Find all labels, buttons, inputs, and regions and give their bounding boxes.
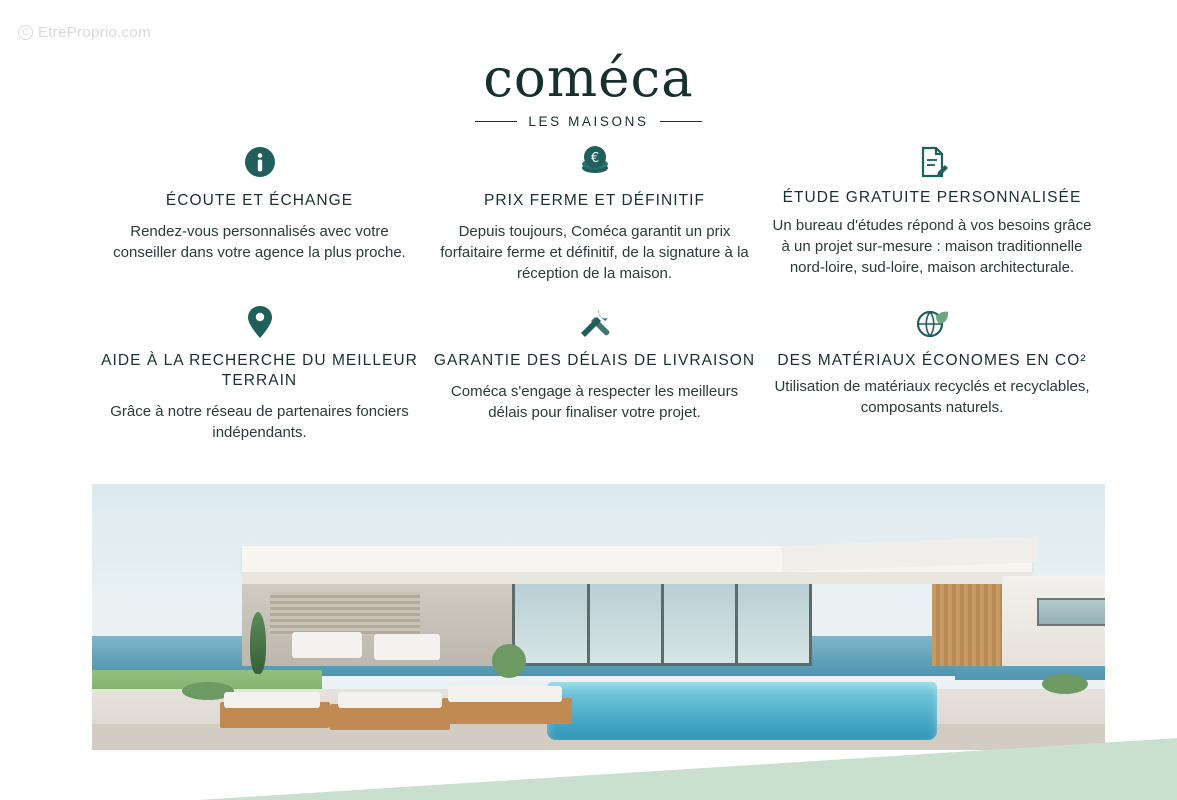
feature-grid — [92, 140, 1102, 444]
info-icon — [98, 140, 421, 184]
feature-title: ÉTUDE GRATUITE PERSONNALISÉE — [782, 189, 1082, 206]
feature-item-recherche-terrain — [92, 292, 427, 444]
wedge-shape — [198, 738, 1177, 800]
wood-cladding — [932, 584, 1002, 666]
feature-item-materiaux-co2 — [762, 292, 1102, 444]
map-pin-icon — [98, 300, 421, 344]
feature-body: Utilisation de matériaux recyclés et recyclables, composants naturels. — [774, 378, 1090, 417]
feature-item-ecoute-echange — [92, 140, 427, 284]
lounger-cushion — [224, 692, 320, 708]
feature-title: ÉCOUTE ET ÉCHANGE — [165, 192, 354, 209]
mullion — [735, 584, 738, 663]
feature-body: Depuis toujours, Coméca garantit un prix forfaitaire ferme et définitif, de la signature à la réception de la maison. — [440, 223, 749, 282]
louvre-screen — [270, 592, 420, 636]
divider-left — [475, 121, 517, 122]
outdoor-sofa — [374, 634, 440, 660]
outdoor-sofa — [292, 632, 362, 658]
potted-plant — [492, 644, 526, 678]
feature-body: Un bureau d'études répond à vos besoins grâce à un projet sur-mesure : maison traditionnelle nord-loire, sud-loire, maison architecturale. — [772, 217, 1092, 276]
divider-right — [660, 121, 702, 122]
copyright-icon: C — [18, 25, 33, 40]
window — [1037, 598, 1105, 626]
brand-subtitle: LES MAISONS — [528, 114, 649, 129]
feature-body: Grâce à notre réseau de partenaires fonciers indépendants. — [110, 403, 409, 442]
feature-body: Rendez-vous personnalisés avec votre conseiller dans votre agence la plus proche. — [113, 223, 406, 261]
brand-logo — [0, 48, 1177, 129]
feature-title: PRIX FERME ET DÉFINITIF — [483, 192, 706, 209]
feature-item-garantie-delais — [427, 292, 762, 444]
shrub — [1042, 674, 1088, 694]
globe-leaf-icon — [768, 300, 1096, 344]
euro-coin-icon — [433, 140, 756, 184]
feature-body: Coméca s'engage à respecter les meilleurs délais pour finaliser votre projet. — [450, 383, 739, 422]
mullion — [587, 584, 590, 663]
hero-image — [92, 484, 1105, 750]
brand-name: coméca — [483, 48, 694, 109]
feature-title: DES MATÉRIAUX ÉCONOMES EN CO² — [777, 352, 1087, 370]
mullion — [661, 584, 664, 663]
document-pencil-icon — [768, 140, 1096, 184]
lounger-cushion — [338, 692, 442, 708]
bottom-green-wedge — [0, 728, 1177, 800]
brand-subtitle-row — [0, 114, 1177, 129]
watermark-text: EtreProprio.com — [38, 24, 151, 41]
tools-icon — [433, 300, 756, 344]
feature-title: AIDE À LA RECHERCHE DU MEILLEUR TERRAIN — [101, 352, 418, 390]
feature-item-etude-gratuite — [762, 140, 1102, 284]
feature-item-prix-ferme — [427, 140, 762, 284]
svg-text:€: € — [590, 151, 599, 166]
glass-facade — [512, 584, 812, 666]
feature-title: GARANTIE DES DÉLAIS DE LIVRAISON — [433, 352, 756, 370]
lounger-cushion — [448, 686, 562, 702]
cypress-tree — [250, 612, 266, 674]
watermark — [18, 24, 151, 41]
ceiling — [242, 572, 1032, 584]
